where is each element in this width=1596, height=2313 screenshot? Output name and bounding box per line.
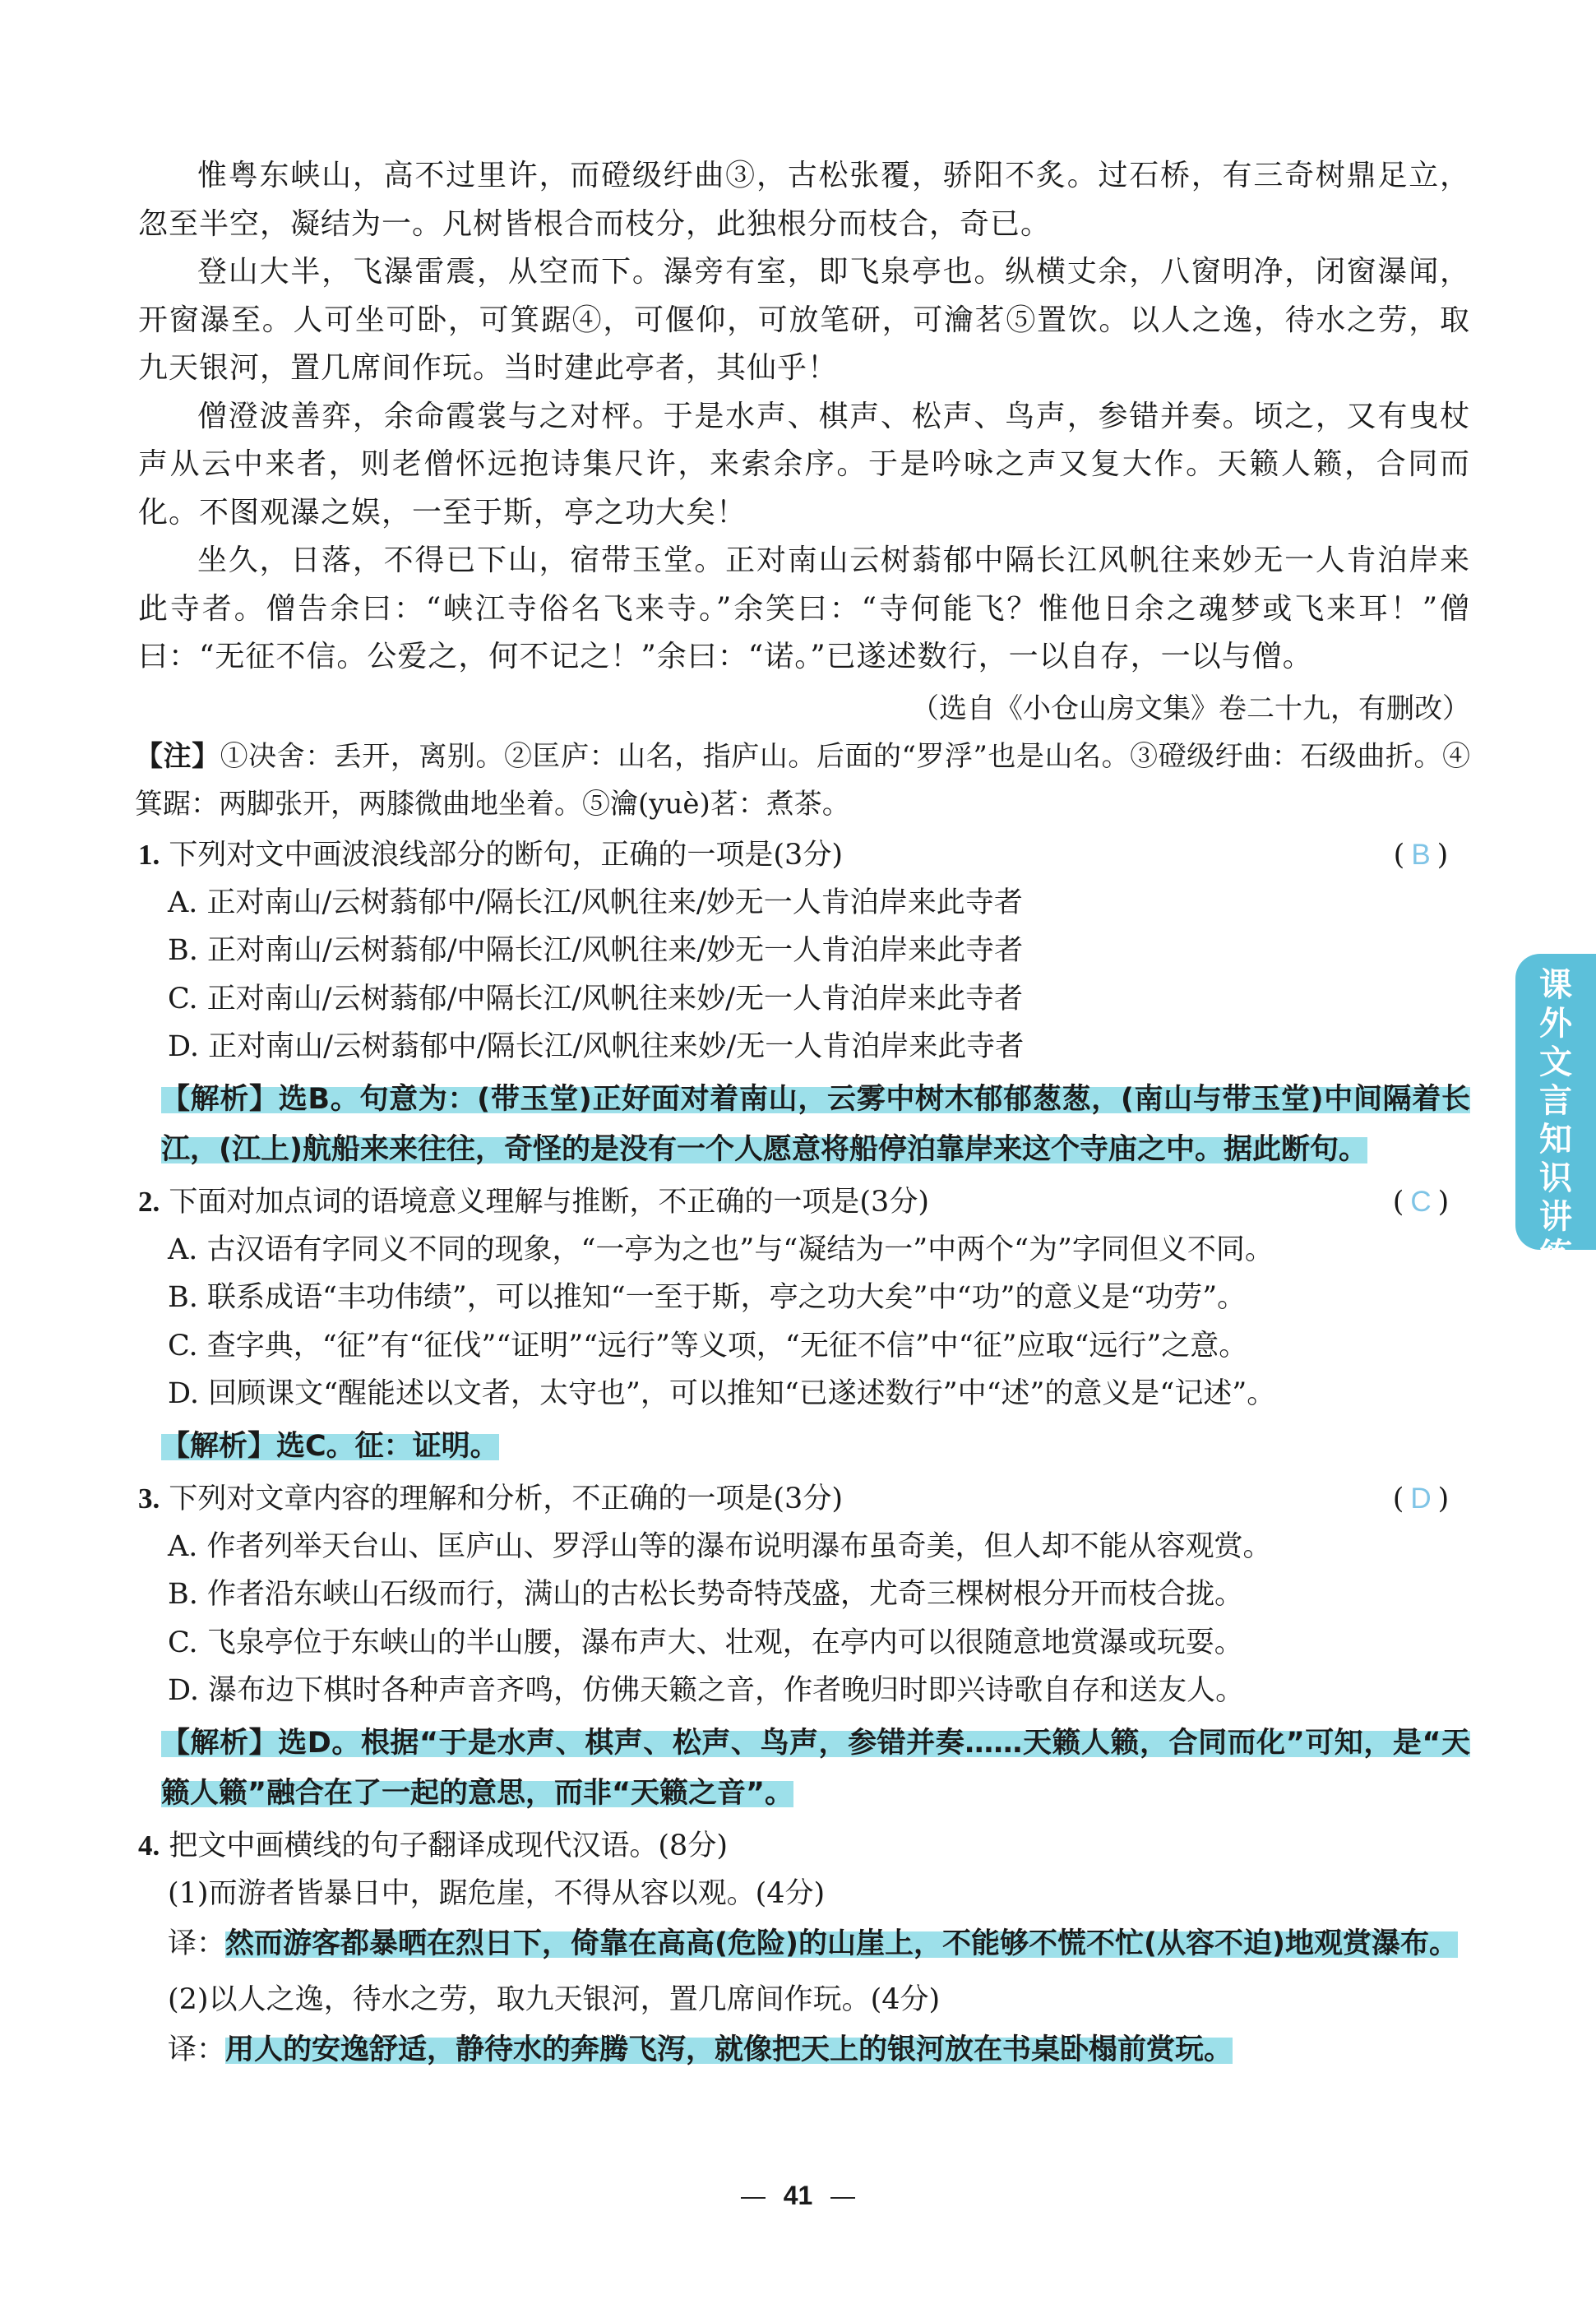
question-stem: [138, 1178, 1470, 1226]
question-number: 3.: [138, 1482, 160, 1515]
option-c: C. 正对南山/云树蓊郁/中隔长江/风帆往来妙/无一人肯泊岸来此寺者: [168, 982, 1023, 1015]
option-a: A. 古汉语有字同义不同的现象，“一亭为之也”与“凝结为一”中两个“为”字同但义不同。: [168, 1233, 1274, 1266]
page-number-dash: [741, 2197, 766, 2199]
analysis-block: [161, 1422, 1470, 1472]
question-4: [138, 1822, 1470, 2075]
answer-letter: B: [1411, 838, 1431, 871]
answer-letter: D: [1410, 1482, 1432, 1515]
question-number: 4.: [138, 1829, 160, 1862]
option-d: D. 正对南山/云树蓊郁中/隔长江/风帆往来妙/无一人肯泊岸来此寺者: [168, 1030, 1025, 1063]
question-stem: [138, 1475, 1470, 1523]
answer-box: ( B ): [1393, 838, 1449, 872]
option-c: C. 查字典，“征”有“征伐”“证明”“远行”等义项，“无征不信”中“征”应取“远行”之意。: [168, 1329, 1248, 1362]
answer-letter: C: [1410, 1185, 1432, 1218]
analysis-text: 【解析】选C。征：证明。: [161, 1429, 499, 1463]
passage-source: （选自《小仓山房文集》卷二十九，有删改）: [911, 692, 1470, 725]
translation-text: 然而游客都暴晒在烈日下，倚靠在高高(危险)的山崖上，不能够不慌不忙(从容不迫)地观赏瀑布。: [225, 1927, 1459, 1960]
analysis-block: [161, 1075, 1470, 1175]
question-stem: [138, 831, 1470, 879]
passage-paragraph: 登山大半，飞瀑雷震，从空而下。瀑旁有室，即飞泉亭也。纵横丈余，八窗明净，闭窗瀑闻，开窗瀑至。人可坐可卧，可箕踞④，可偃仰，可放笔研，可瀹茗⑤置饮。以人之逸，待水之劳，取九天银河，置几席间作玩。当时建此亭者，其仙乎！: [138, 255, 1470, 385]
passage-paragraph: 僧澄波善弈，余命霞裳与之对枰。于是水声、棋声、松声、鸟声，参错并奏。顷之，又有曳杖声从云中来者，则老僧怀远抱诗集尺许，来索余序。于是吟咏之声又复大作。天籁人籁，合同而化。不图观瀑之娱，一至于斯，亭之功大矣！: [138, 399, 1470, 530]
annotation-note: [135, 733, 1470, 828]
question-text: 下列对文中画波浪线部分的断句，正确的一项是(3分): [169, 838, 843, 872]
translation-answer: [168, 2025, 1470, 2075]
analysis-text: 【解析】选D。根据“于是水声、棋声、松声、鸟声，参错并奏……天籁人籁，合同而化”可知，是“天籁人籁”融合在了一起的意思，而非“天籁之音”。: [161, 1726, 1470, 1810]
option-c: C. 飞泉亭位于东峡山的半山腰，瀑布声大、壮观，在亭内可以很随意地赏瀑或玩耍。: [168, 1626, 1243, 1659]
note-text: ①决舍：丢开，离别。②匡庐：山名，指庐山。后面的“罗浮”也是山名。③磴级纡曲：石级曲折。④箕踞：两脚张开，两膝微曲地坐着。⑤瀹(yuè)茗：煮茶。: [135, 739, 1471, 821]
sub-question-prompt: (1)而游者皆暴日中，踞危崖，不得从容以观。(4分): [168, 1876, 826, 1910]
option-a: A. 正对南山/云树蓊郁中/隔长江/风帆往来/妙无一人肯泊岸来此寺者: [168, 886, 1023, 919]
question-text: 下面对加点词的语境意义理解与推断，不正确的一项是(3分): [169, 1185, 929, 1219]
option-b: B. 作者沿东峡山石级而行，满山的古松长势奇特茂盛，尤奇三棵树根分开而枝合拢。: [168, 1578, 1243, 1611]
answer-box: ( D ): [1392, 1482, 1450, 1515]
question-number: 1.: [138, 838, 160, 871]
question-1: [138, 831, 1470, 1175]
translation-label: 译：: [168, 2033, 226, 2066]
analysis-block: [161, 1719, 1470, 1819]
translation-text: 用人的安逸舒适，静待水的奔腾飞泻，就像把天上的银河放在书桌卧榻前赏玩。: [225, 2033, 1233, 2066]
option-b: B. 联系成语“丰功伟绩”，可以推知“一至于斯，亭之功大矣”中“功”的意义是“功劳”。: [168, 1281, 1247, 1314]
page-number-value: 41: [783, 2181, 813, 2210]
answer-box: ( C ): [1392, 1185, 1450, 1219]
page-number: [0, 2181, 1596, 2211]
sub-question-prompt: (2)以人之逸，待水之劳，取九天银河，置几席间作玩。(4分): [168, 1982, 941, 2016]
section-side-tab-label: 课外文言知识讲练: [1539, 966, 1572, 1274]
option-b: B. 正对南山/云树蓊郁/中隔长江/风帆往来/妙无一人肯泊岸来此寺者: [168, 934, 1024, 967]
page-content: [135, 152, 1471, 2082]
option-d: D. 瀑布边下棋时各种声音齐鸣，仿佛天籁之音，作者晚归时即兴诗歌自存和送友人。: [168, 1674, 1245, 1707]
translation-label: 译：: [168, 1927, 226, 1960]
passage: [138, 152, 1470, 733]
translation-answer: [168, 1919, 1470, 1969]
option-d: D. 回顾课文“醒能述以文者，太守也”，可以推知“已遂述数行”中“述”的意义是“记述”。: [168, 1377, 1276, 1410]
passage-paragraph: 坐久，日落，不得已下山，宿带玉堂。正对南山云树蓊郁中隔长江风帆往来妙无一人肯泊岸来此寺者。僧告余曰：“峡江寺俗名飞来寺。”余笑曰：“寺何能飞？惟他日余之魂梦或飞来耳！”僧曰：“无征不信。公爱之，何不记之！”余曰：“诺。”已遂述数行，一以自存，一以与僧。: [138, 544, 1470, 673]
note-label: 【注】: [135, 739, 220, 773]
option-a: A. 作者列举天台山、匡庐山、罗浮山等的瀑布说明瀑布虽奇美，但人却不能从容观赏。: [168, 1529, 1272, 1563]
question-3: [138, 1475, 1470, 1819]
question-stem: [138, 1822, 1470, 1870]
page-number-dash: [830, 2197, 855, 2199]
question-number: 2.: [138, 1185, 160, 1218]
analysis-text: 【解析】选B。句意为：(带玉堂)正好面对着南山，云雾中树木郁郁葱葱，(南山与带玉堂)中间隔着长江，(江上)航船来来往往，奇怪的是没有一个人愿意将船停泊靠岸来这个寺庙之中。据此断句。: [161, 1082, 1470, 1166]
question-text: 下列对文章内容的理解和分析，不正确的一项是(3分): [169, 1482, 843, 1515]
passage-paragraph: 惟粤东峡山，高不过里许，而磴级纡曲③，古松张覆，骄阳不炙。过石桥，有三奇树鼎足立，忽至半空，凝结为一。凡树皆根合而枝分，此独根分而枝合，奇已。: [138, 159, 1470, 241]
question-text: 把文中画横线的句子翻译成现代汉语。(8分): [169, 1829, 728, 1862]
question-2: [138, 1178, 1470, 1472]
